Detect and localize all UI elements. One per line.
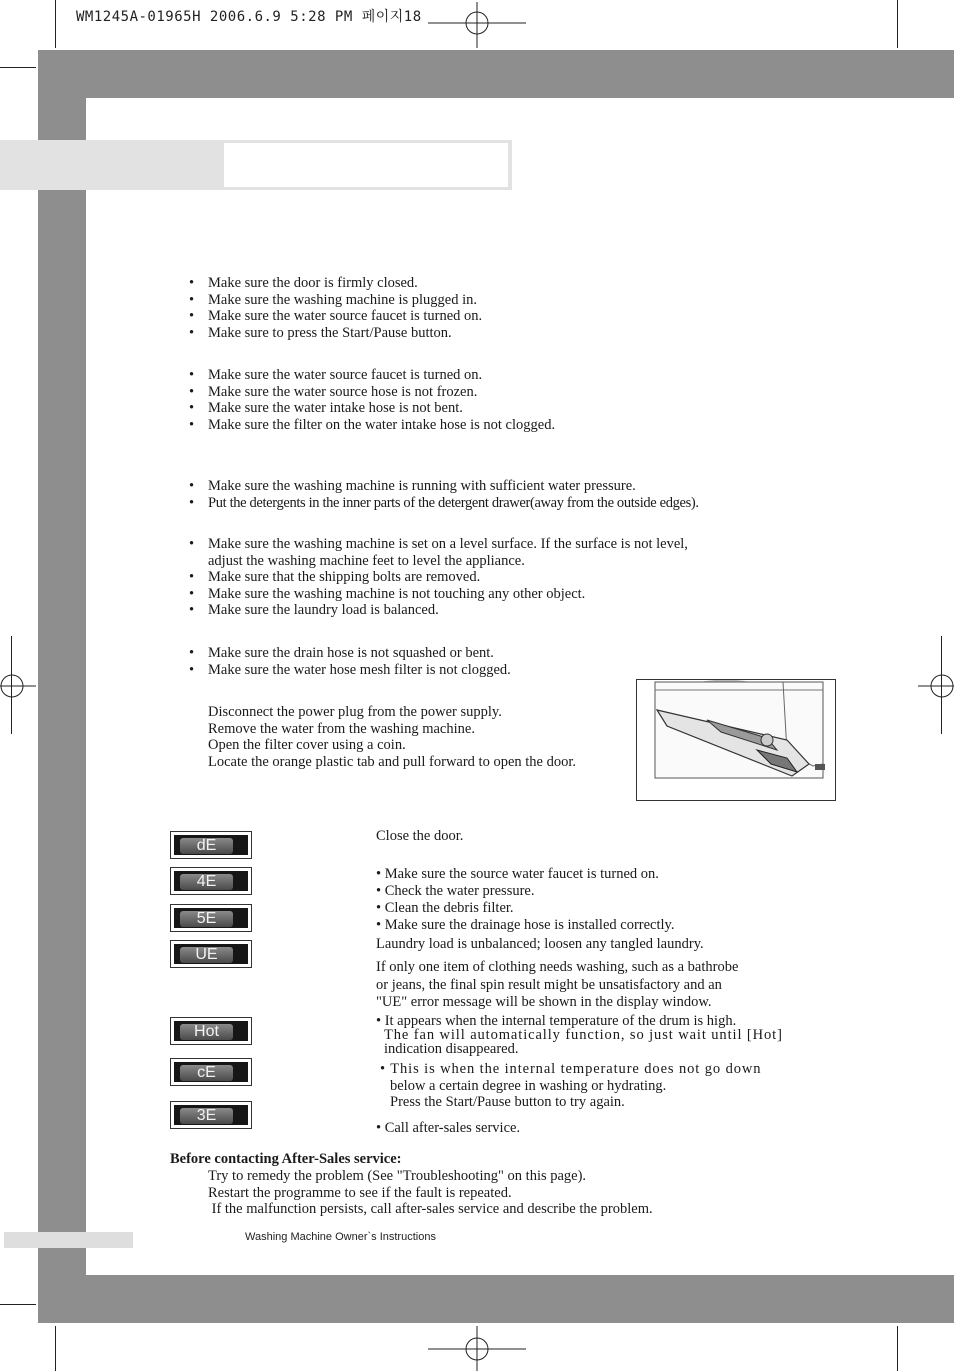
error-text-3E: • Call after-sales service. bbox=[376, 1120, 521, 1136]
list-item: • Make sure the washing machine is set on a level surface. If the surface is not level, bbox=[189, 536, 688, 553]
page-frame-left bbox=[38, 98, 86, 1323]
list-item: • Make sure the washing machine is not touching any other object. bbox=[189, 586, 688, 603]
registration-mark-top bbox=[428, 2, 526, 48]
note-line: below a certain degree in washing or hydrating. bbox=[390, 1077, 667, 1094]
after-sales-heading: Before contacting After-Sales service: bbox=[170, 1151, 402, 1167]
step-text: Open the filter cover using a coin. bbox=[208, 737, 406, 754]
step-text: Disconnect the power plug from the power supply. bbox=[208, 704, 502, 720]
checklist-no-water bbox=[189, 367, 555, 433]
list-item: • Make sure the drain hose is not squashed or bent. bbox=[189, 645, 511, 662]
error-display-dE bbox=[170, 831, 252, 859]
registration-mark-left bbox=[0, 671, 36, 701]
error-text-Hot bbox=[376, 1014, 783, 1056]
error-code: UE bbox=[180, 947, 233, 963]
error-code: 4E bbox=[180, 874, 233, 890]
note-line: or jeans, the final spin result might be unsatisfactory and an bbox=[376, 976, 722, 993]
error-code: 3E bbox=[180, 1108, 233, 1124]
note-line: "UE" error message will be shown in the display window. bbox=[376, 994, 712, 1010]
list-item: • Make sure the water source hose is not frozen. bbox=[189, 384, 555, 401]
step-text: Restart the programme to see if the fault is repeated. bbox=[208, 1184, 512, 1201]
error-code: Hot bbox=[180, 1024, 233, 1040]
page-frame-bottom bbox=[38, 1275, 954, 1323]
error-text-UE: Laundry load is unbalanced; loosen any tangled laundry. bbox=[376, 936, 704, 952]
registration-mark-bottom bbox=[428, 1326, 526, 1371]
crop-mark bbox=[0, 67, 36, 68]
note-line: • This is when the internal temperature does not go down bbox=[380, 1061, 762, 1077]
list-item: • Make sure the laundry load is balanced. bbox=[189, 602, 688, 619]
error-text-UE-note bbox=[376, 959, 738, 1012]
error-display-UE bbox=[170, 940, 252, 968]
list-item: • Put the detergents in the inner parts of the detergent drawer(away from the outside edges). bbox=[189, 495, 699, 512]
error-code: dE bbox=[180, 838, 233, 854]
note-line: • It appears when the internal temperature of the drum is high. bbox=[376, 1013, 737, 1029]
registration-mark-right bbox=[918, 671, 954, 701]
note-line: Press the Start/Pause button to try again. bbox=[390, 1094, 625, 1110]
error-display-Hot bbox=[170, 1017, 252, 1045]
footer-text: Washing Machine Owner`s Instructions bbox=[245, 1231, 436, 1243]
print-header: WM1245A-01965H 2006.6.9 5:28 PM 페이지18 bbox=[76, 9, 422, 25]
error-display-4E bbox=[170, 867, 252, 895]
step-text: If the malfunction persists, call after-sales service and describe the problem. bbox=[208, 1201, 653, 1218]
filter-cover-illustration bbox=[636, 679, 836, 801]
error-display-5E bbox=[170, 904, 252, 932]
note-line: indication disappeared. bbox=[384, 1041, 519, 1057]
list-item: • Make sure to press the Start/Pause button. bbox=[189, 325, 482, 342]
list-item: • Make sure the drainage hose is installed correctly. bbox=[376, 917, 675, 933]
list-item: • Make sure that the shipping bolts are removed. bbox=[189, 569, 688, 586]
error-code: cE bbox=[180, 1065, 233, 1081]
after-sales-steps bbox=[208, 1168, 653, 1218]
footer-page-tab bbox=[4, 1232, 133, 1248]
list-item: • Make sure the washing machine is running with sufficient water pressure. bbox=[189, 478, 699, 495]
step-text: Locate the orange plastic tab and pull forward to open the door. bbox=[208, 753, 577, 770]
crop-mark bbox=[55, 0, 56, 48]
list-item: • Make sure the washing machine is plugged in. bbox=[189, 292, 482, 309]
step-text: Try to remedy the problem (See "Troubleshooting" on this page). bbox=[208, 1168, 587, 1184]
list-item: • Make sure the door is firmly closed. bbox=[189, 275, 482, 292]
list-item: • Make sure the water source faucet is turned on. bbox=[189, 367, 555, 384]
list-item: • Make sure the filter on the water intake hose is not clogged. bbox=[189, 417, 555, 434]
note-line: The fan will automatically function, so just wait until [Hot] bbox=[384, 1027, 783, 1043]
list-item-continuation: adjust the washing machine feet to level the appliance. bbox=[208, 552, 525, 569]
step-text: Remove the water from the washing machine. bbox=[208, 720, 475, 737]
error-text-water bbox=[376, 866, 674, 934]
checklist-detergent bbox=[189, 478, 699, 511]
crop-mark bbox=[897, 1326, 898, 1371]
list-item: • Make sure the water intake hose is not bent. bbox=[189, 400, 555, 417]
crop-mark bbox=[55, 1326, 56, 1371]
filter-steps bbox=[208, 704, 576, 770]
error-display-cE bbox=[170, 1058, 252, 1086]
checklist-vibration bbox=[189, 536, 688, 619]
error-display-3E bbox=[170, 1101, 252, 1129]
list-item: • Make sure the source water faucet is turned on. bbox=[376, 866, 659, 882]
error-text-dE: Close the door. bbox=[376, 828, 464, 844]
list-item: • Clean the debris filter. bbox=[376, 900, 514, 916]
checklist-no-drain bbox=[189, 645, 511, 678]
list-item: • Check the water pressure. bbox=[376, 883, 535, 899]
error-text-cE bbox=[380, 1061, 761, 1111]
list-item: • Make sure the water hose mesh filter is not clogged. bbox=[189, 662, 511, 679]
checklist-no-start bbox=[189, 275, 482, 341]
crop-mark bbox=[0, 1304, 36, 1305]
error-code: 5E bbox=[180, 911, 233, 927]
crop-mark bbox=[897, 0, 898, 48]
page-frame-top bbox=[38, 50, 954, 98]
title-tab-box bbox=[224, 143, 508, 187]
note-line: If only one item of clothing needs washing, such as a bathrobe bbox=[376, 959, 739, 975]
list-item: • Make sure the water source faucet is turned on. bbox=[189, 308, 482, 325]
